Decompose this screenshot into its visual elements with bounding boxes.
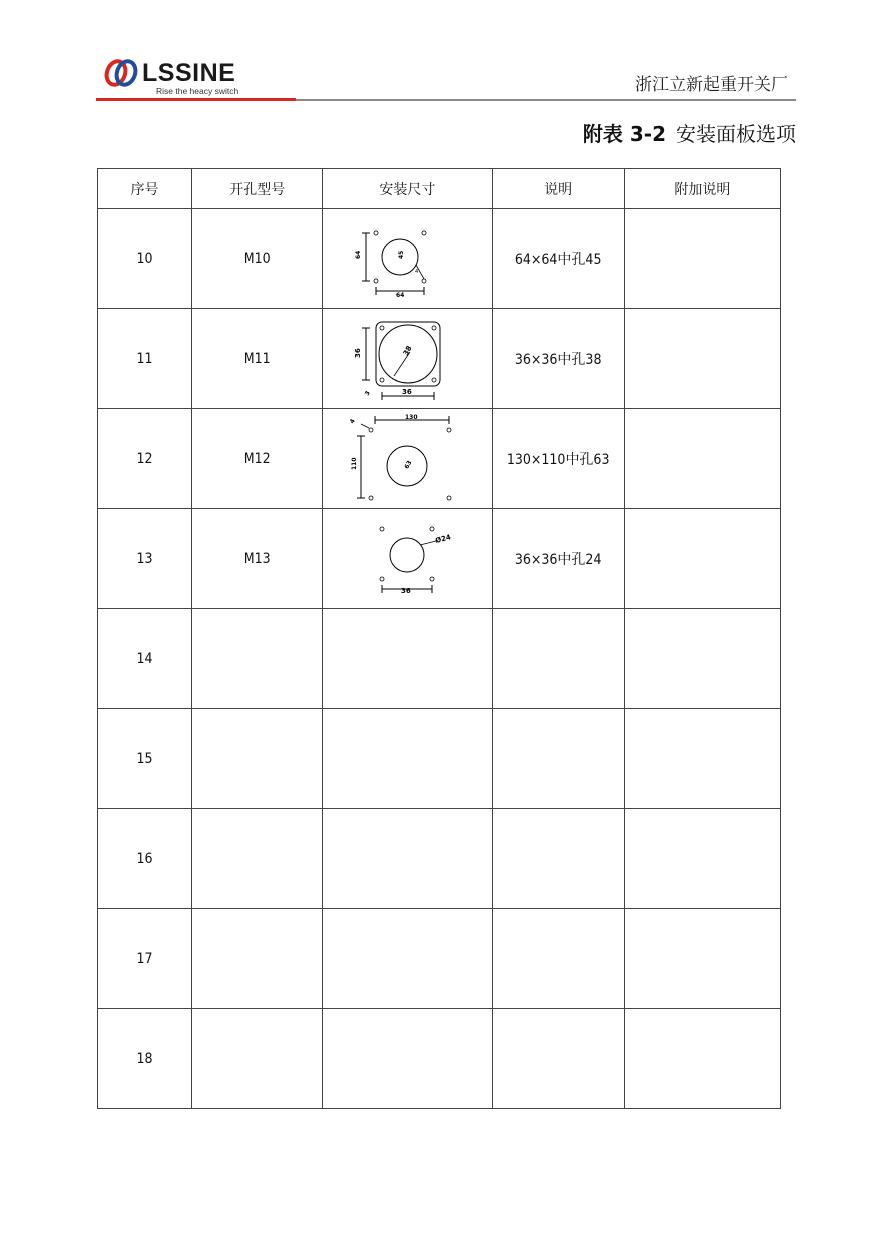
row-extra: [624, 309, 780, 409]
row-drawing-cell: [323, 309, 492, 409]
row-extra: [624, 609, 780, 709]
svg-text:3: 3: [364, 389, 373, 397]
company-name: 浙江立新起重开关厂: [635, 75, 788, 95]
row-extra: [624, 409, 780, 509]
row-no: 10: [98, 209, 192, 309]
row-extra: [624, 509, 780, 609]
svg-text:4: 4: [415, 268, 419, 275]
panel-m12-drawing-icon: [347, 412, 467, 506]
row-extra: [624, 209, 780, 309]
row-no: 13: [98, 509, 192, 609]
header-rule-red: [96, 98, 296, 101]
row-no: 16: [98, 809, 192, 909]
row-desc: [492, 809, 624, 909]
table-row: [98, 709, 781, 809]
table-header-row: [98, 169, 781, 209]
title-number: 附表 3-2: [582, 122, 666, 146]
svg-text:45: 45: [398, 250, 406, 259]
header-model: 开孔型号: [192, 169, 323, 209]
row-model: [192, 709, 323, 809]
row-desc: [492, 1009, 624, 1109]
row-model: [192, 809, 323, 909]
row-extra: [624, 809, 780, 909]
row-model: [192, 609, 323, 709]
panel-m10-drawing-icon: [352, 219, 462, 299]
row-model: [192, 909, 323, 1009]
row-drawing-cell: [323, 1009, 492, 1109]
table-row: [98, 309, 781, 409]
svg-text:63: 63: [403, 458, 414, 470]
page-header: [0, 0, 880, 110]
page-title: [583, 118, 796, 147]
panel-m13-drawing-icon: [352, 519, 462, 599]
header-rule-gray: [296, 99, 796, 101]
table-row: [98, 509, 781, 609]
svg-text:36: 36: [402, 387, 413, 396]
row-no: 14: [98, 609, 192, 709]
row-drawing-cell: [323, 209, 492, 309]
panel-options-table: [97, 168, 781, 1109]
table-row: [98, 809, 781, 909]
svg-text:Ø24: Ø24: [434, 532, 453, 545]
header-extra: 附加说明: [624, 169, 780, 209]
row-drawing-cell: [323, 909, 492, 1009]
row-no: 17: [98, 909, 192, 1009]
row-no: 12: [98, 409, 192, 509]
table-row: [98, 609, 781, 709]
row-desc: 36×36中孔38: [492, 309, 624, 409]
brand-logo: [104, 58, 304, 100]
table-row: [98, 909, 781, 1009]
row-no: 11: [98, 309, 192, 409]
lssine-logo-icon: [104, 58, 140, 88]
row-drawing-cell: [323, 409, 492, 509]
header-size: 安装尺寸: [323, 169, 492, 209]
row-desc: 130×110中孔63: [492, 409, 624, 509]
row-desc: 64×64中孔45: [492, 209, 624, 309]
table-row: [98, 209, 781, 309]
title-text: 安装面板选项: [676, 122, 796, 146]
svg-text:36: 36: [354, 347, 363, 358]
svg-text:4: 4: [349, 417, 358, 425]
table-row: [98, 409, 781, 509]
svg-text:64: 64: [396, 291, 405, 299]
row-model: M13: [192, 509, 323, 609]
svg-text:110: 110: [351, 456, 359, 470]
header-no: 序号: [98, 169, 192, 209]
panel-m11-drawing-icon: [352, 316, 462, 402]
row-extra: [624, 709, 780, 809]
row-no: 15: [98, 709, 192, 809]
row-desc: [492, 909, 624, 1009]
row-model: M11: [192, 309, 323, 409]
row-no: 18: [98, 1009, 192, 1109]
row-model: [192, 1009, 323, 1109]
row-drawing-cell: [323, 609, 492, 709]
table-row: [98, 1009, 781, 1109]
row-drawing-cell: [323, 809, 492, 909]
svg-text:130: 130: [405, 413, 418, 421]
svg-text:36: 36: [401, 586, 412, 595]
row-extra: [624, 909, 780, 1009]
row-desc: 36×36中孔24: [492, 509, 624, 609]
row-drawing-cell: [323, 709, 492, 809]
header-desc: 说明: [492, 169, 624, 209]
row-model: M10: [192, 209, 323, 309]
logo-tagline: Rise the heacy switch: [156, 86, 239, 96]
row-drawing-cell: [323, 509, 492, 609]
row-model: M12: [192, 409, 323, 509]
row-extra: [624, 1009, 780, 1109]
svg-text:38: 38: [402, 344, 415, 357]
row-desc: [492, 709, 624, 809]
logo-wordmark: LSSINE: [142, 59, 236, 87]
row-desc: [492, 609, 624, 709]
svg-text:64: 64: [355, 250, 363, 259]
